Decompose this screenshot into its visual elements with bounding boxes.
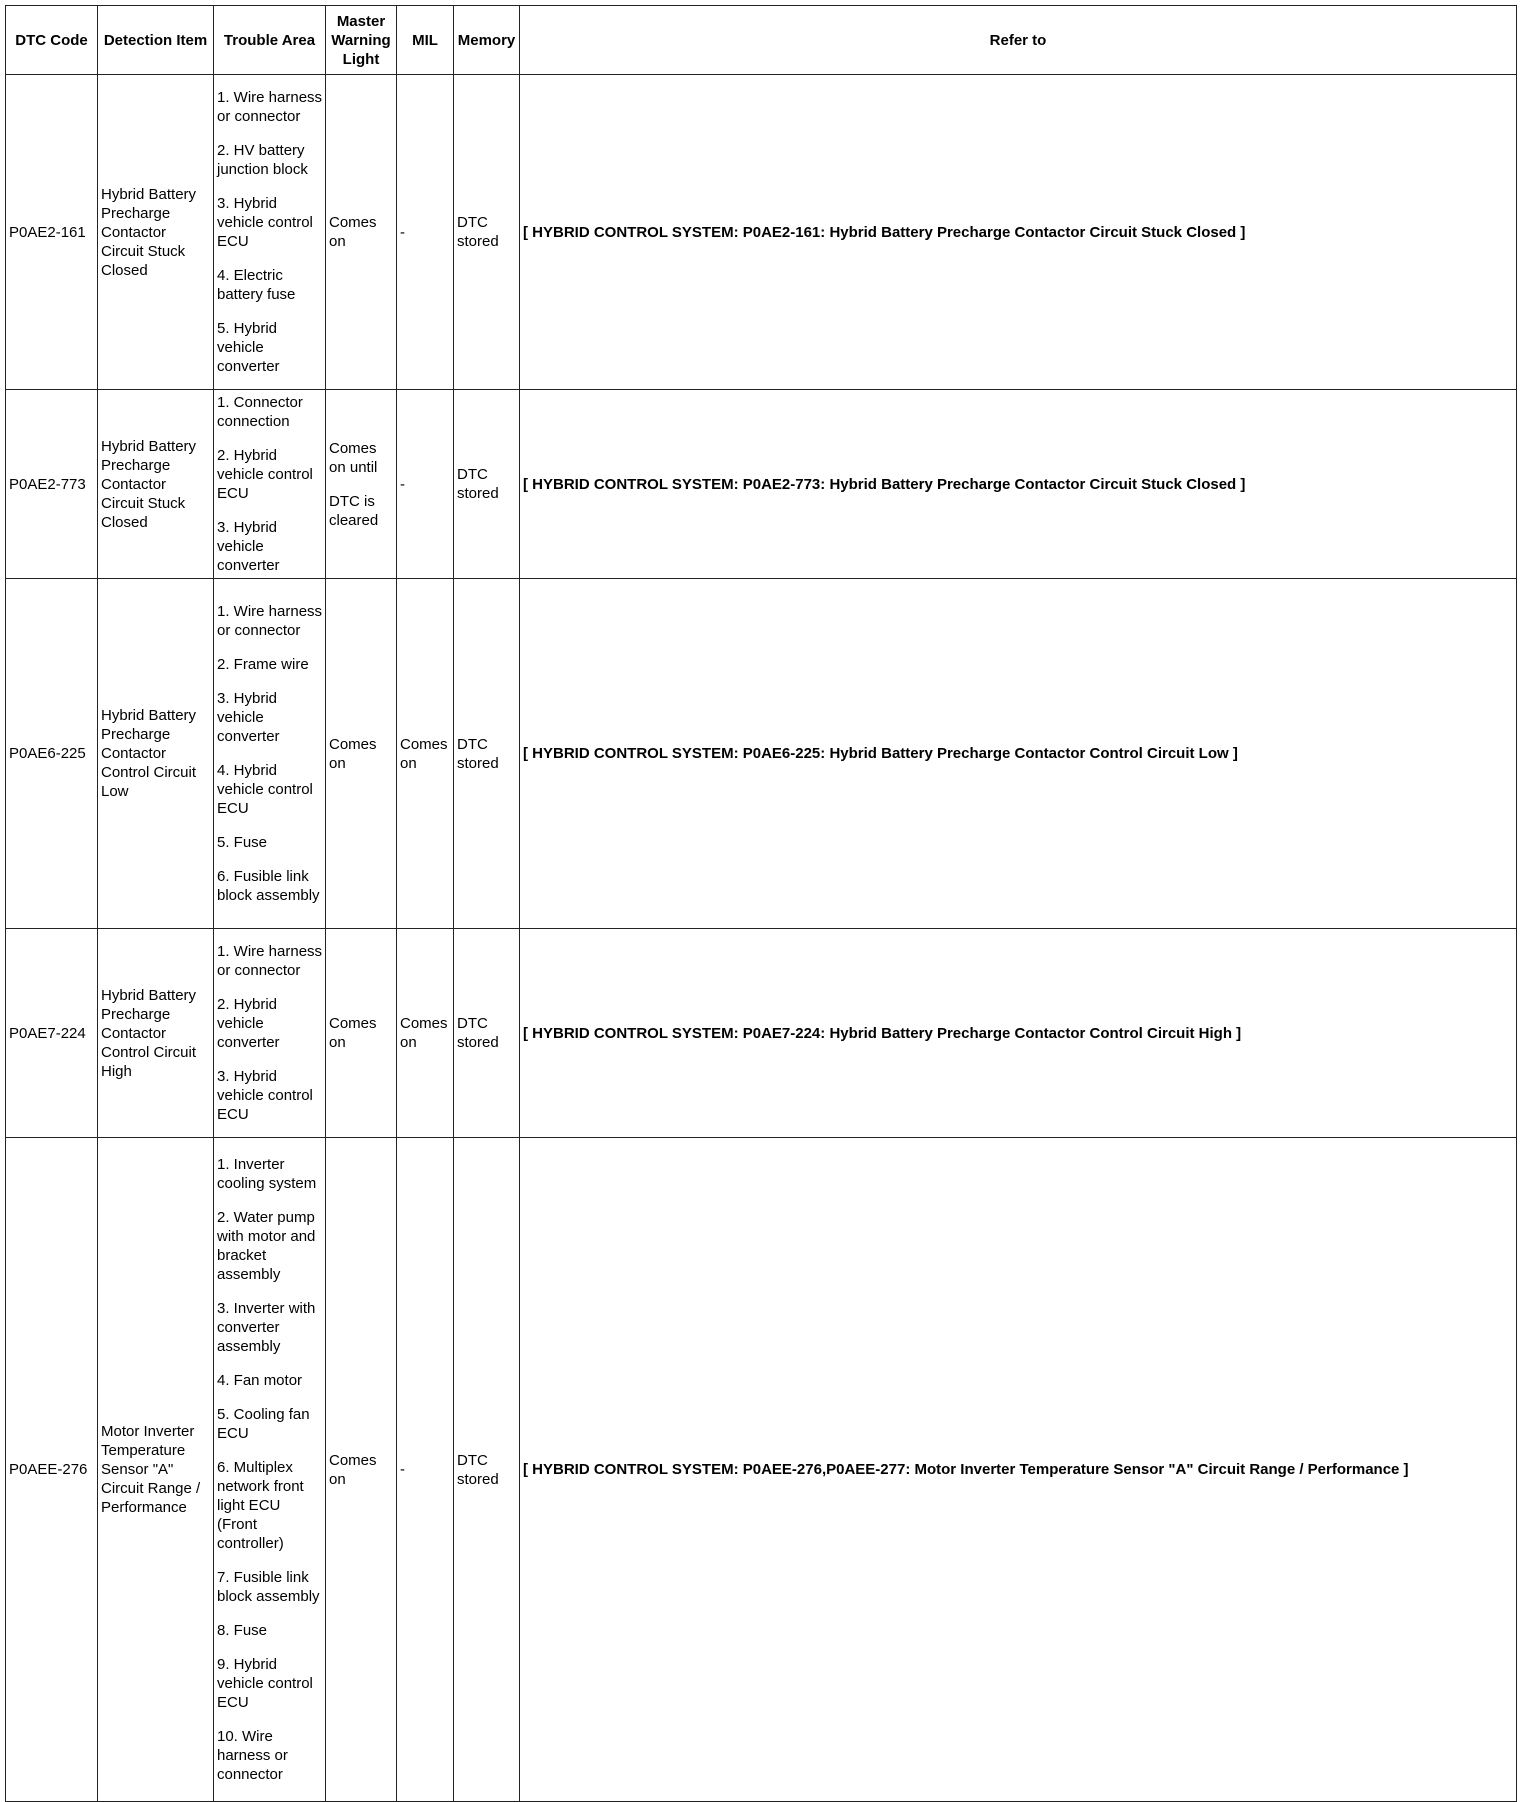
- trouble-area-cell: [214, 75, 326, 390]
- memory-cell: DTC stored: [454, 929, 520, 1138]
- trouble-area-item: 3. Hybrid vehicle converter: [217, 519, 280, 574]
- trouble-area-item: 4. Electric battery fuse: [217, 267, 296, 303]
- master-warning-light-cell: [326, 1138, 397, 1802]
- trouble-area-item: 8. Fuse: [217, 1622, 268, 1639]
- detection-item-cell: Hybrid Battery Precharge Contactor Circuit Stuck Closed: [98, 390, 214, 579]
- trouble-area-item: 5. Cooling fan ECU: [217, 1406, 310, 1442]
- refer-to-link[interactable]: [ HYBRID CONTROL SYSTEM: P0AE2-773: Hybrid Battery Precharge Contactor Circuit Stuck Closed ]: [523, 475, 1246, 493]
- trouble-area-cell: [214, 929, 326, 1138]
- trouble-area-cell: [214, 390, 326, 579]
- header-master-warning-light: Master Warning Light: [326, 6, 397, 75]
- master-warning-text: Comes on until: [329, 439, 378, 476]
- table-row: [6, 579, 1517, 929]
- refer-to-link[interactable]: [ HYBRID CONTROL SYSTEM: P0AEE-276,P0AEE-277: Motor Inverter Temperature Sensor "A" Circuit Range / Performance ]: [523, 1461, 1409, 1478]
- master-warning-light-cell: [326, 75, 397, 390]
- refer-to-cell: [520, 75, 1517, 390]
- trouble-area-cell: [214, 1138, 326, 1802]
- header-detection-item: Detection Item: [98, 6, 214, 75]
- header-dtc-code: DTC Code: [6, 6, 98, 75]
- trouble-area-item: 2. HV battery junction block: [217, 142, 308, 178]
- master-warning-text: Comes on: [329, 1451, 377, 1488]
- table-row: [6, 1138, 1517, 1802]
- trouble-area-item: 3. Hybrid vehicle control ECU: [217, 195, 313, 250]
- refer-to-link[interactable]: [ HYBRID CONTROL SYSTEM: P0AE2-161: Hybrid Battery Precharge Contactor Circuit Stuck Closed ]: [523, 223, 1246, 241]
- trouble-area-item: 1. Wire harness or connector: [217, 943, 323, 979]
- refer-to-cell: [520, 579, 1517, 929]
- trouble-area-item: 3. Hybrid vehicle converter: [217, 690, 280, 745]
- dtc-code-cell: P0AE2-161: [6, 75, 98, 390]
- mil-cell: -: [397, 1138, 454, 1802]
- master-warning-text: Comes on: [329, 735, 377, 772]
- master-warning-light-cell: [326, 579, 397, 929]
- refer-to-cell: [520, 1138, 1517, 1802]
- trouble-area-item: 2. Frame wire: [217, 656, 309, 673]
- table-row: [6, 929, 1517, 1138]
- master-warning-text: DTC is cleared: [329, 492, 379, 529]
- trouble-area-item: 3. Inverter with converter assembly: [217, 1300, 316, 1355]
- memory-cell: DTC stored: [454, 1138, 520, 1802]
- mil-cell: -: [397, 390, 454, 579]
- header-refer-to: Refer to: [520, 6, 1517, 75]
- master-warning-text: Comes on: [329, 1015, 377, 1051]
- trouble-area-item: 6. Fusible link block assembly: [217, 868, 320, 904]
- memory-cell: DTC stored: [454, 579, 520, 929]
- memory-cell: DTC stored: [454, 390, 520, 579]
- trouble-area-item: 4. Hybrid vehicle control ECU: [217, 762, 313, 817]
- dtc-table: [5, 5, 1517, 1802]
- trouble-area-item: 7. Fusible link block assembly: [217, 1569, 320, 1605]
- trouble-area-item: 1. Connector connection: [217, 394, 303, 430]
- header-trouble-area: Trouble Area: [214, 6, 326, 75]
- master-warning-light-cell: [326, 929, 397, 1138]
- dtc-code-cell: P0AE7-224: [6, 929, 98, 1138]
- trouble-area-item: 6. Multiplex network front light ECU (Front controller): [217, 1459, 304, 1552]
- refer-to-cell: [520, 929, 1517, 1138]
- trouble-area-item: 4. Fan motor: [217, 1372, 303, 1389]
- trouble-area-cell: [214, 579, 326, 929]
- detection-item-cell: Hybrid Battery Precharge Contactor Circuit Stuck Closed: [98, 75, 214, 390]
- trouble-area-item: 2. Hybrid vehicle control ECU: [217, 447, 313, 502]
- trouble-area-item: 3. Hybrid vehicle control ECU: [217, 1068, 313, 1123]
- mil-cell: Comes on: [397, 929, 454, 1138]
- table-row: [6, 75, 1517, 390]
- header-mil: MIL: [397, 6, 454, 75]
- refer-to-link[interactable]: [ HYBRID CONTROL SYSTEM: P0AE6-225: Hybrid Battery Precharge Contactor Control Circuit Low ]: [523, 745, 1238, 762]
- mil-cell: -: [397, 75, 454, 390]
- trouble-area-item: 5. Hybrid vehicle converter: [217, 320, 280, 375]
- trouble-area-item: 5. Fuse: [217, 834, 268, 851]
- dtc-code-cell: P0AEE-276: [6, 1138, 98, 1802]
- memory-cell: DTC stored: [454, 75, 520, 390]
- trouble-area-item: 10. Wire harness or connector: [217, 1728, 288, 1783]
- header-row: [6, 6, 1517, 75]
- trouble-area-item: 1. Wire harness or connector: [217, 603, 323, 639]
- dtc-code-cell: P0AE2-773: [6, 390, 98, 579]
- trouble-area-item: 1. Inverter cooling system: [217, 1156, 317, 1192]
- master-warning-light-cell: [326, 390, 397, 579]
- detection-item-cell: Motor Inverter Temperature Sensor "A" Circuit Range / Performance: [98, 1138, 214, 1802]
- detection-item-cell: Hybrid Battery Precharge Contactor Control Circuit Low: [98, 579, 214, 929]
- table-row: [6, 390, 1517, 579]
- trouble-area-item: 2. Water pump with motor and bracket assembly: [217, 1209, 316, 1283]
- mil-cell: Comes on: [397, 579, 454, 929]
- master-warning-text: Comes on: [329, 214, 377, 250]
- header-memory: Memory: [454, 6, 520, 75]
- refer-to-link[interactable]: [ HYBRID CONTROL SYSTEM: P0AE7-224: Hybrid Battery Precharge Contactor Control Circuit High ]: [523, 1024, 1242, 1042]
- trouble-area-item: 1. Wire harness or connector: [217, 89, 323, 125]
- dtc-table-page: [5, 5, 1516, 1802]
- trouble-area-item: 9. Hybrid vehicle control ECU: [217, 1656, 313, 1711]
- dtc-code-cell: P0AE6-225: [6, 579, 98, 929]
- refer-to-cell: [520, 390, 1517, 579]
- trouble-area-item: 2. Hybrid vehicle converter: [217, 996, 280, 1051]
- dtc-table-body: [6, 75, 1517, 1802]
- detection-item-cell: Hybrid Battery Precharge Contactor Control Circuit High: [98, 929, 214, 1138]
